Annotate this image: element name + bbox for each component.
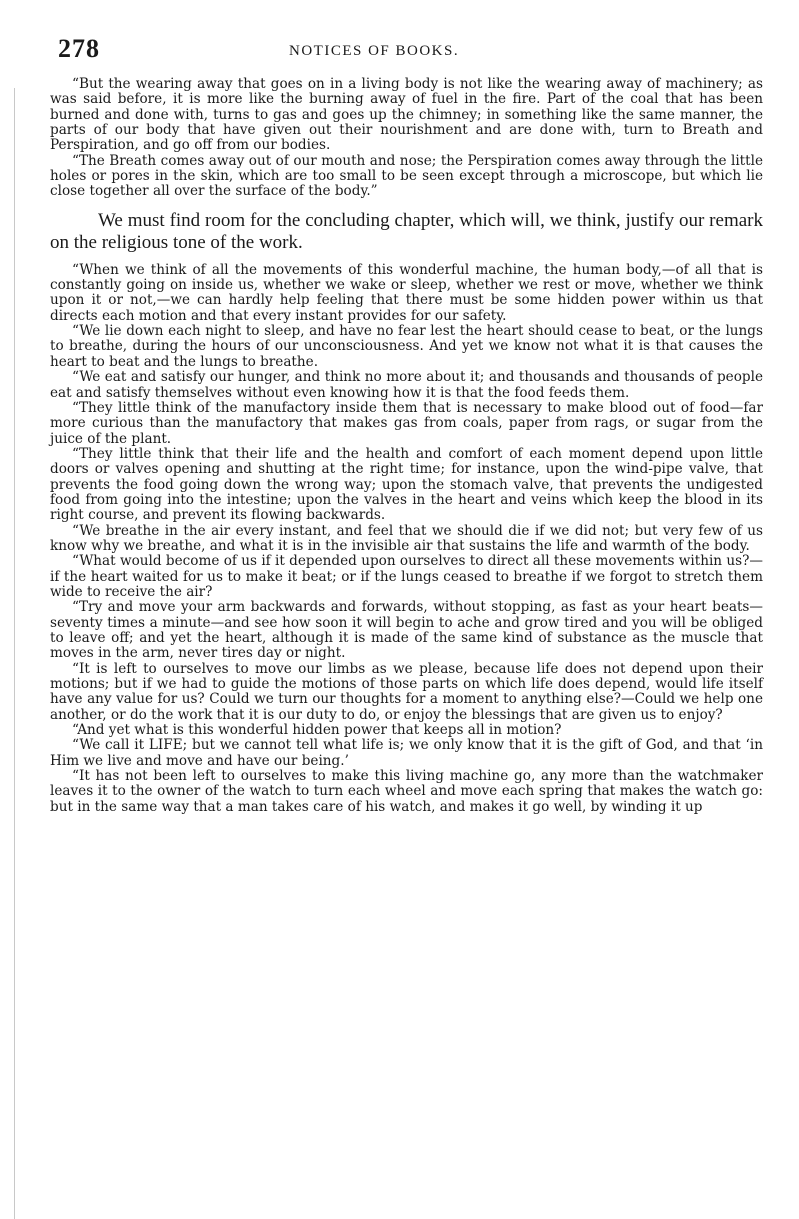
quote-paragraph: “Try and move your arm backwards and forwards, without stopping, as fast as your heart beats—seventy times a minute—and see how soon it will begin to ache and grow tired and you will be obliged to leave off; and yet the heart, although it is made of the same kind of substance as the muscle that moves in the arm, never tires day or night. xyxy=(50,599,763,662)
quote-paragraph: “They little think of the manufactory inside them that is necessary to make blood out of food—far more curious than the manufactory that makes gas from coals, paper from rags, or sugar from the juice of the plant. xyxy=(50,399,763,447)
quote-paragraph: “And yet what is this wonderful hidden power that keeps all in motion? xyxy=(72,722,562,739)
quote-paragraph: “It has not been left to ourselves to make this living machine go, any more than the watchmaker leaves it to the owner of the watch to turn each wheel and move each spring that makes the watch go: but in the same way that a man takes care of his watch, and makes it go well, by winding it up xyxy=(50,768,763,815)
quote-paragraph: “The Breath comes away out of our mouth and nose; the Perspiration comes away through the little holes or pores in the skin, which are too small to be seen except through a microscope, but which lie close together all over the surface of the body.” xyxy=(50,152,763,200)
quote-paragraph: “We lie down each night to sleep, and have no fear lest the heart should cease to beat, or the lungs to breathe, during the hours of our unconsciousness. And yet we know not what it is that causes the heart to beat and the lungs to breathe. xyxy=(50,323,763,370)
page-body xyxy=(50,77,763,815)
quote-paragraph: “We call it LIFE; but we cannot tell what life is; we only know that it is the gift of God, and that ‘in Him we live and move and have our being.’ xyxy=(50,737,763,769)
quote-paragraph: “When we think of all the movements of this wonderful machine, the human body,—of all that is constantly going on inside us, whether we wake or sleep, whether we rest or move, whether we think upon it or not,—we can hardly help feeling that there must be some hidden power within us that directs each motion and that every instant provides for our safety. xyxy=(50,261,763,324)
running-head: NOTICES OF BOOKS. xyxy=(289,43,460,59)
quote-paragraph: “It is left to ourselves to move our limbs as we please, because life does not depend upon their motions; but if we had to guide the motions of those parts on which life does depend, would life itself have any value for us? Could we turn our thoughts for a moment to anything else?—Could we help one another, or do the work that it is our duty to do, or enjoy the blessings that are given us to enjoy? xyxy=(50,660,763,723)
page-number: 278 xyxy=(58,34,100,63)
quote-paragraph: “We eat and satisfy our hunger, and think no more about it; and thousands and thousands of people eat and satisfy themselves without even knowing how it is that the food feeds them. xyxy=(50,369,763,401)
quote-paragraph: “What would become of us if it depended upon ourselves to direct all these movements within us?—if the heart waited for us to make it beat; or if the lungs ceased to breathe if we forgot to stretch them wide to receive the air? xyxy=(50,553,763,600)
quote-paragraph: “We breathe in the air every instant, and feel that we should die if we did not; but very few of us know why we breathe, and what it is in the invisible air that sustains the life and warmth of the body. xyxy=(50,522,763,554)
quote-paragraph: “They little think that their life and the health and comfort of each moment depend upon little doors or valves opening and shutting at the right time; for instance, upon the wind-pipe valve, that prevents the food going down the wrong way; upon the stomach valve, that prevents the undigested food from going into the intestine; upon the valves in the heart and veins which keep the blood in its right course, and prevent its flowing backwards. xyxy=(50,445,763,524)
page-margin-rule xyxy=(14,88,15,1219)
page-header xyxy=(44,34,764,64)
quote-paragraph: “But the wearing away that goes on in a living body is not like the wearing away of machinery; as was said before, it is more like the burning away of fuel in the fire. Part of the coal that has been burned and done with, turns to gas and goes up the chimney; in something like the same manner, the parts of our body that have given out their nourishment and are done with, turn to Breath and Perspiration, and go off from our bodies. xyxy=(50,76,763,154)
commentary-paragraph: We must find room for the concluding chapter, which will, we think, justify our remark on the religious tone of the work. xyxy=(50,209,763,254)
